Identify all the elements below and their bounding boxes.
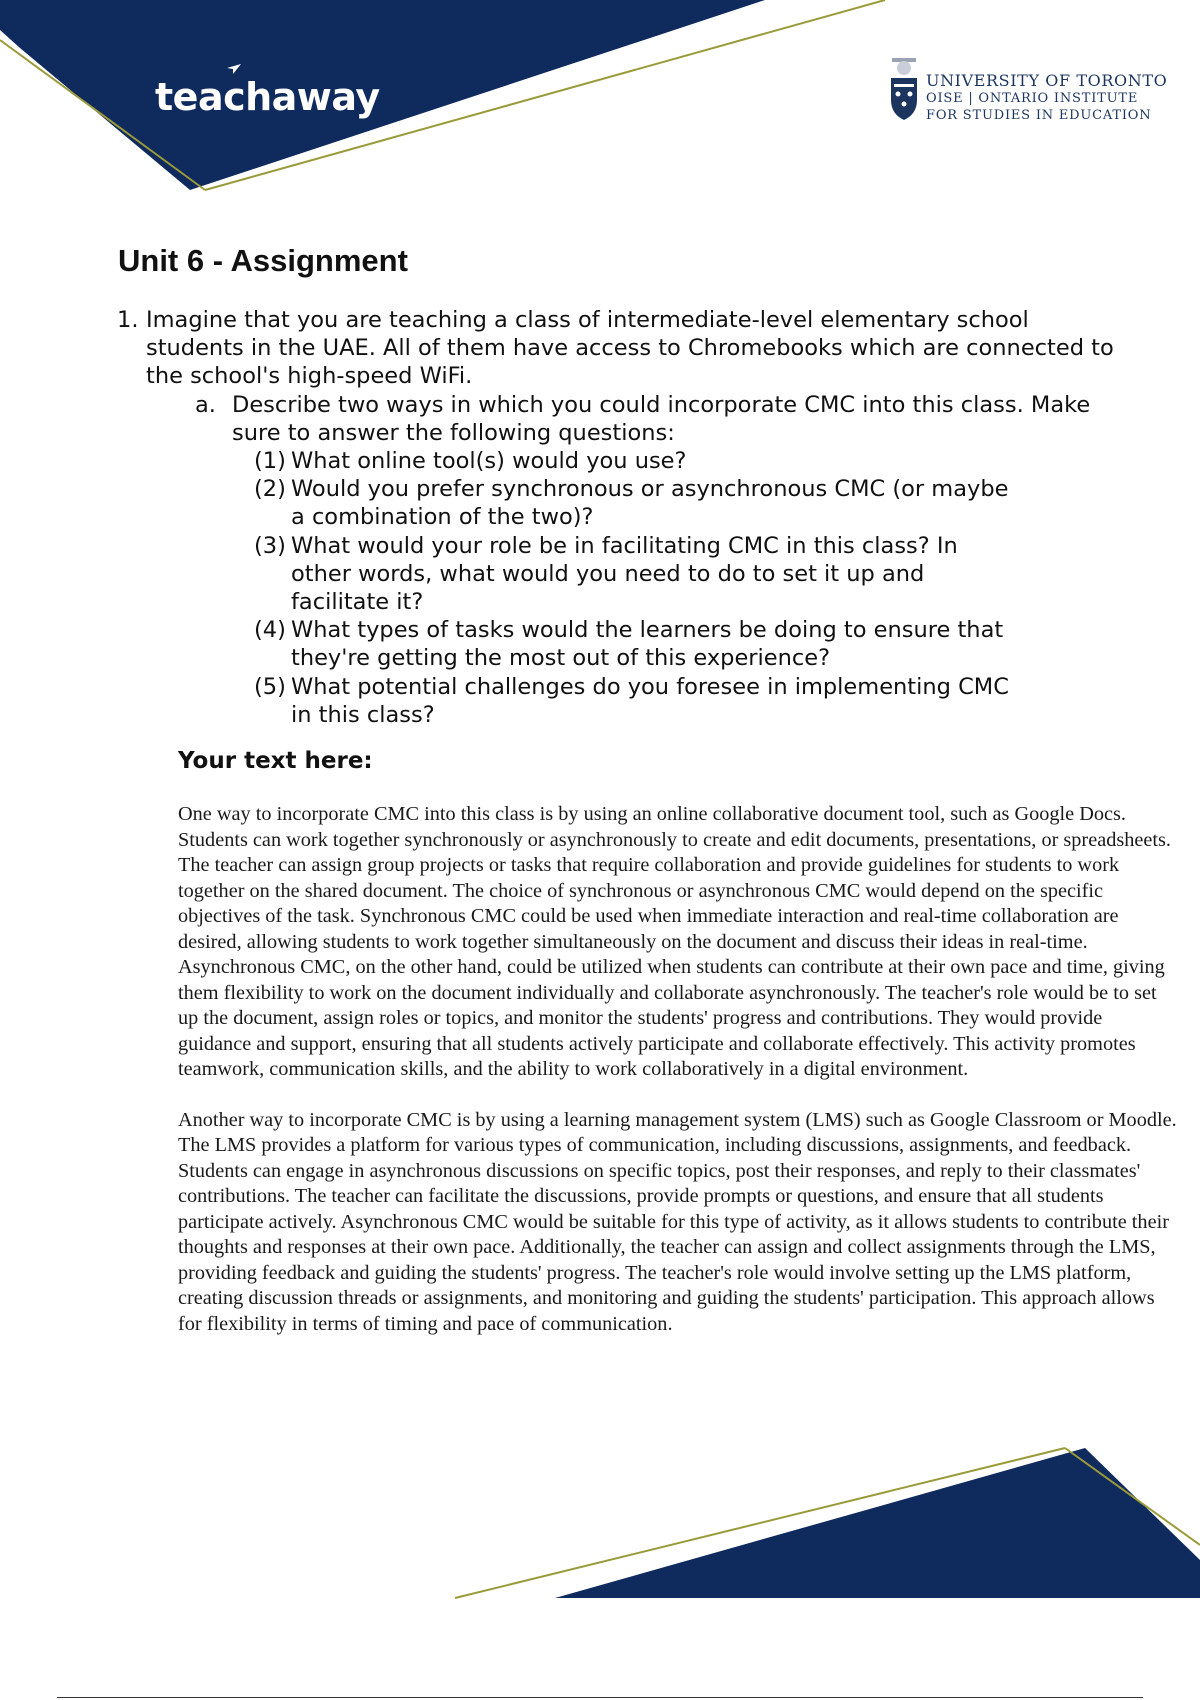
page-title: Unit 6 - Assignment xyxy=(118,243,408,278)
uoft-name: UNIVERSITY OF TORONTO xyxy=(926,71,1168,90)
header-navy-band xyxy=(0,0,765,190)
teachaway-logo: teachaway xyxy=(155,75,380,119)
sub-question-marker: (5) xyxy=(254,673,286,700)
answer-text-area xyxy=(178,802,1178,1362)
uoft-crest-icon xyxy=(888,54,920,124)
sub-question-text: What types of tasks would the learners be doing to ensure that they're getting the most out of this experience? xyxy=(291,617,1004,672)
part-a-marker: a. xyxy=(195,391,216,418)
answer-paragraph: Another way to incorporate CMC is by using a learning management system (LMS) such as Google Classroom or Moodle. The LMS provides a platform for various types of communication, including discussions, assignments, and feedback. Students can engage in asynchronous discussions on specific topics, post their responses, and reply to their classmates' contributions. The teacher can facilitate the discussions, provide prompts or questions, and ensure that all students participate actively. Asynchronous CMC would be suitable for this type of activity, as it allows students to contribute their thoughts and responses at their own pace. Additionally, the teacher can assign and collect assignments through the LMS, providing feedback and guiding the students' progress. The teacher's role would involve setting up the LMS platform, creating discussion threads or assignments, and monitoring and guiding the students' participation. This approach allows for flexibility in terms of timing and pace of communication. xyxy=(178,1108,1177,1335)
question-number: 1. xyxy=(117,307,139,333)
sub-question xyxy=(254,447,1117,475)
sub-question-text: What would your role be in facilitating CMC in this class? In other words, what would you need to do to set it up and facilitate it? xyxy=(291,532,958,616)
answer-paragraph: One way to incorporate CMC into this class is by using an online collaborative document tool, such as Google Docs. Students can work together synchronously or asynchronously to create and edit documents, presentations, or spreadsheets. The teacher can assign group projects or tasks that require collaboration and provide guidelines for students to work together on the shared document. The choice of synchronous or asynchronous CMC would depend on the specific objectives of the task. Synchronous CMC could be used when immediate interaction and real-time collaboration are desired, allowing students to work together simultaneously on the document and discuss their ideas in real-time. Asynchronous CMC, on the other hand, could be utilized when students can contribute at their own pace and time, giving them flexibility to work on the document individually and collaborate asynchronously. The teacher's role would be to set up the document, assign roles or topics, and monitor the students' progress and contributions. They would provide guidance and support, ensuring that all students actively participate and collaborate effectively. This activity promotes teamwork, communication skills, and the ability to work collaboratively in a digital environment. xyxy=(178,803,1171,1080)
sub-question xyxy=(254,475,1117,531)
sub-question xyxy=(254,532,1117,617)
oise-name-line2: FOR STUDIES IN EDUCATION xyxy=(926,108,1152,123)
sub-question xyxy=(254,673,1117,729)
sub-question-text: Would you prefer synchronous or asynchronous CMC (or maybe a combination of the two)? xyxy=(291,476,1009,531)
question-text: Imagine that you are teaching a class of intermediate-level elementary school students in the UAE. All of them have access to Chromebooks which are connected to the school's high-speed WiFi. xyxy=(146,307,1114,390)
question-1 xyxy=(117,306,1117,391)
footer-navy-band xyxy=(555,1448,1200,1598)
assignment-questions xyxy=(117,306,1117,729)
answer-label: Your text here: xyxy=(178,748,373,774)
logo-arrow-icon xyxy=(227,64,241,74)
sub-question-marker: (4) xyxy=(254,617,286,644)
sub-question-marker: (2) xyxy=(254,476,286,503)
sub-question xyxy=(254,616,1117,672)
footer-divider xyxy=(57,1697,1143,1698)
sub-question-text: What potential challenges do you foresee in implementing CMC in this class? xyxy=(291,673,1009,728)
sub-question-text: What online tool(s) would you use? xyxy=(291,448,687,475)
part-a-text: Describe two ways in which you could incorporate CMC into this class. Make sure to answer the following questions: xyxy=(232,391,1091,446)
oise-name-line1: OISE | ONTARIO INSTITUTE xyxy=(926,91,1139,106)
sub-question-marker: (3) xyxy=(254,532,286,559)
question-part-a xyxy=(195,391,1117,447)
uoft-oise-logo xyxy=(888,52,1193,127)
sub-question-marker: (1) xyxy=(254,448,286,475)
